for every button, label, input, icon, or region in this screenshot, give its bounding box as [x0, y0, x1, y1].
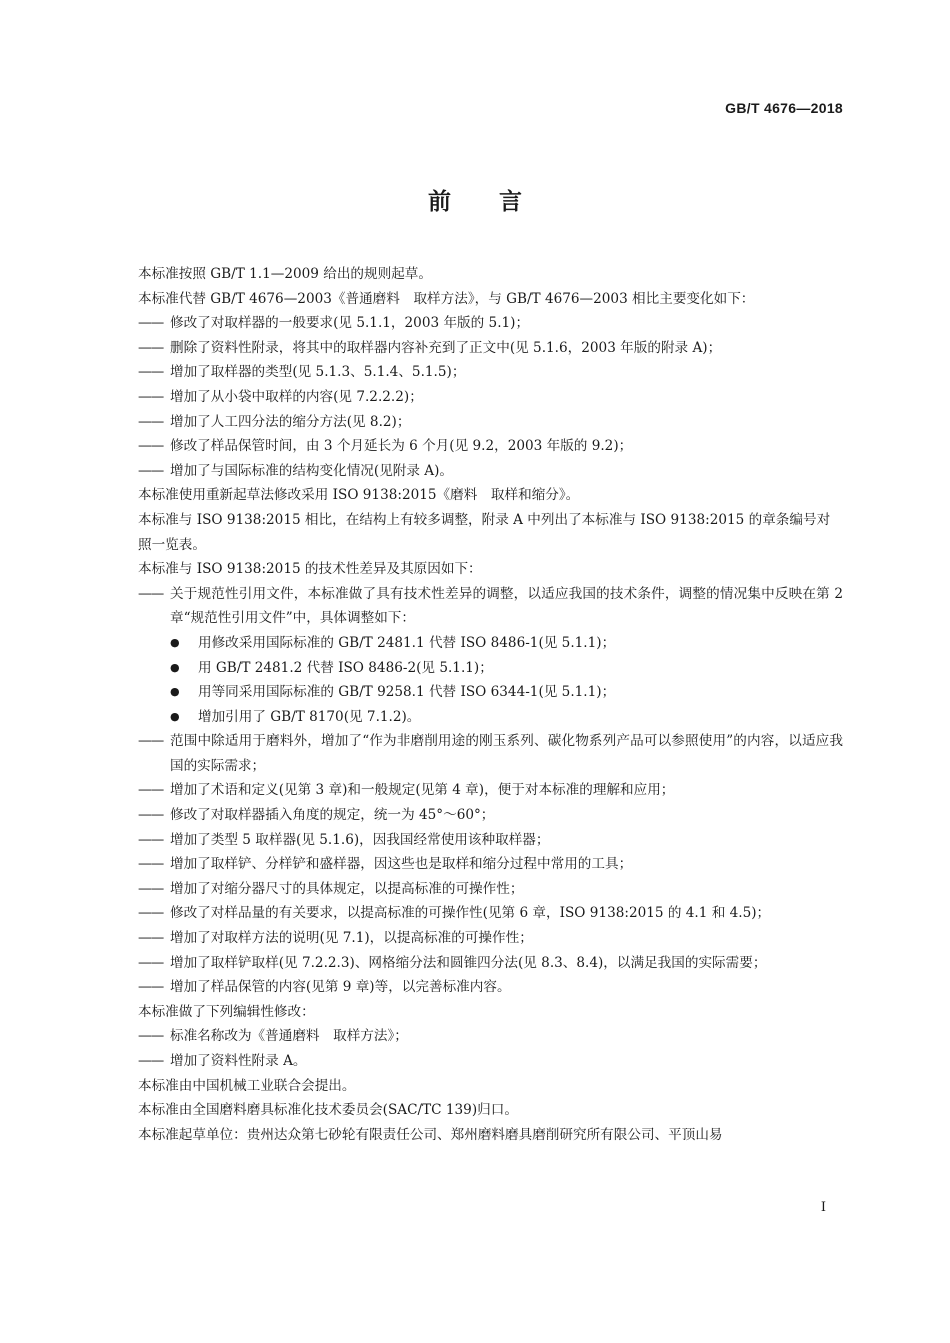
page-number: I [820, 1200, 826, 1215]
bullet-marker: ● [170, 660, 180, 674]
dash-list-item [108, 1049, 843, 1074]
dash-marker: —— [138, 339, 164, 356]
dash-marker: —— [138, 364, 164, 381]
standard-number: GB/T 4676—2018 [725, 100, 843, 116]
paragraph: 本标准代替 GB/T 4676—2003《普通磨料 取样方法》，与 GB/T 4676—2003 相比主要变化如下： [138, 290, 755, 307]
paragraph: 本标准由中国机械工业联合会提出。 [138, 1077, 356, 1094]
paragraph: 本标准与 ISO 9138:2015 相比，在结构上有较多调整，附录 A 中列出了本标准与 ISO 9138:2015 的章条编号对照一览表。 [138, 511, 831, 553]
dash-marker: —— [138, 905, 164, 922]
dash-marker: —— [138, 782, 164, 799]
paragraph: 本标准由全国磨料磨具标准化技术委员会(SAC/TC 139)归口。 [138, 1102, 518, 1119]
dash-list-item [108, 582, 843, 631]
dash-list-item [108, 360, 843, 385]
paragraph: 本标准起草单位：贵州达众第七砂轮有限责任公司、郑州磨料磨具磨削研究所有限公司、平顶山易 [138, 1126, 723, 1143]
list-item-text: 增加引用了 GB/T 8170(见 7.1.2)。 [198, 708, 421, 725]
dash-list-item [108, 852, 843, 877]
dash-marker: —— [138, 954, 164, 971]
list-item-text: 增加了与国际标准的结构变化情况(见附录 A)。 [170, 462, 454, 479]
bullet-marker: ● [170, 709, 180, 723]
dash-list-item [108, 729, 843, 778]
dash-marker: —— [138, 856, 164, 873]
dash-marker: —— [138, 1028, 164, 1045]
list-item-text: 增加了人工四分法的缩分方法(见 8.2)； [170, 413, 411, 430]
dash-marker: —— [138, 930, 164, 947]
bullet-list-item [108, 705, 843, 730]
bullet-list-item [108, 631, 843, 656]
dash-list-item [108, 901, 843, 926]
list-item-text: 修改了对取样器插入角度的规定，统一为 45°～60°； [170, 807, 495, 824]
list-item-text: 范围中除适用于磨料外，增加了“作为非磨削用途的刚玉系列、碳化物系列产品可以参照使用”的内容，以适应我国的实际需求； [170, 733, 843, 774]
dash-list-item [108, 1024, 843, 1049]
list-item-text: 增加了对缩分器尺寸的具体规定，以提高标准的可操作性； [170, 880, 524, 897]
list-item-text: 修改了对样品量的有关要求，以提高标准的可操作性(见第 6 章，ISO 9138:2015 的 4.1 和 4.5)； [170, 905, 771, 922]
paragraph: 本标准做了下列编辑性修改： [138, 1003, 315, 1020]
dash-marker: —— [138, 315, 164, 332]
list-item-text: 修改了样品保管时间，由 3 个月延长为 6 个月(见 9.2，2003 年版的 9.2)； [170, 438, 633, 455]
dash-list-item [108, 951, 843, 976]
dash-list-item [108, 385, 843, 410]
dash-marker: —— [138, 438, 164, 455]
dash-marker: —— [138, 979, 164, 996]
list-item-text: 用等同采用国际标准的 GB/T 9258.1 代替 ISO 6344-1(见 5.1.1)； [198, 684, 616, 701]
page-title: 前言 [428, 189, 570, 215]
dash-list-item [108, 828, 843, 853]
list-item-text: 增加了从小袋中取样的内容(见 7.2.2.2)； [170, 388, 423, 405]
paragraph: 本标准使用重新起草法修改采用 ISO 9138:2015《磨料 取样和缩分》。 [138, 487, 580, 504]
document-body [108, 262, 843, 1147]
bullet-list-item [108, 656, 843, 681]
dash-marker: —— [138, 733, 164, 750]
list-item-text: 增加了类型 5 取样器(见 5.1.6)，因我国经常使用该种取样器； [170, 831, 550, 848]
dash-marker: —— [138, 831, 164, 848]
list-item-text: 增加了样品保管的内容(见第 9 章)等，以完善标准内容。 [170, 979, 511, 996]
dash-marker: —— [138, 880, 164, 897]
list-item-text: 增加了资料性附录 A。 [170, 1053, 307, 1069]
dash-list-item [108, 803, 843, 828]
dash-list-item [108, 434, 843, 459]
dash-list-item [108, 926, 843, 951]
list-item-text: 增加了取样铲、分样铲和盛样器，因这些也是取样和缩分过程中常用的工具； [170, 856, 633, 873]
bullet-list-item [108, 680, 843, 705]
list-item-text: 用 GB/T 2481.2 代替 ISO 8486-2(见 5.1.1)； [198, 659, 493, 676]
dash-marker: —— [138, 413, 164, 430]
list-item-text: 增加了术语和定义(见第 3 章)和一般规定(见第 4 章)，便于对本标准的理解和应用； [170, 782, 675, 799]
bullet-marker: ● [170, 685, 180, 699]
dash-list-item [108, 410, 843, 435]
dash-marker: —— [138, 388, 164, 405]
list-item-text: 增加了取样器的类型(见 5.1.3、5.1.4、5.1.5)； [170, 364, 466, 381]
list-item-text: 关于规范性引用文件，本标准做了具有技术性差异的调整，以适应我国的技术条件，调整的情况集中反映在第 2 章“规范性引用文件”中，具体调整如下： [170, 585, 843, 627]
list-item-text: 增加了对取样方法的说明(见 7.1)，以提高标准的可操作性； [170, 930, 533, 947]
dash-list-item [108, 778, 843, 803]
list-item-text: 增加了取样铲取样(见 7.2.2.3)、网格缩分法和圆锥四分法(见 8.3、8.4)，以满足我国的实际需要； [170, 954, 767, 971]
dash-list-item [108, 336, 843, 361]
list-item-text: 删除了资料性附录，将其中的取样器内容补充到了正文中(见 5.1.6，2003 年版的附录 A)； [170, 339, 722, 356]
bullet-marker: ● [170, 635, 180, 649]
dash-marker: —— [138, 585, 164, 602]
paragraph: 本标准按照 GB/T 1.1—2009 给出的规则起草。 [138, 266, 432, 282]
dash-marker: —— [138, 462, 164, 479]
list-item-text: 标准名称改为《普通磨料 取样方法》； [170, 1028, 408, 1045]
dash-list-item [108, 311, 843, 336]
list-item-text: 用修改采用国际标准的 GB/T 2481.1 代替 ISO 8486-1(见 5.1.1)； [198, 634, 616, 651]
list-item-text: 修改了对取样器的一般要求(见 5.1.1，2003 年版的 5.1)； [170, 315, 530, 332]
dash-list-item [108, 975, 843, 1000]
dash-marker: —— [138, 1053, 164, 1069]
dash-list-item [108, 459, 843, 484]
paragraph: 本标准与 ISO 9138:2015 的技术性差异及其原因如下： [138, 561, 482, 578]
dash-list-item [108, 877, 843, 902]
dash-marker: —— [138, 807, 164, 824]
